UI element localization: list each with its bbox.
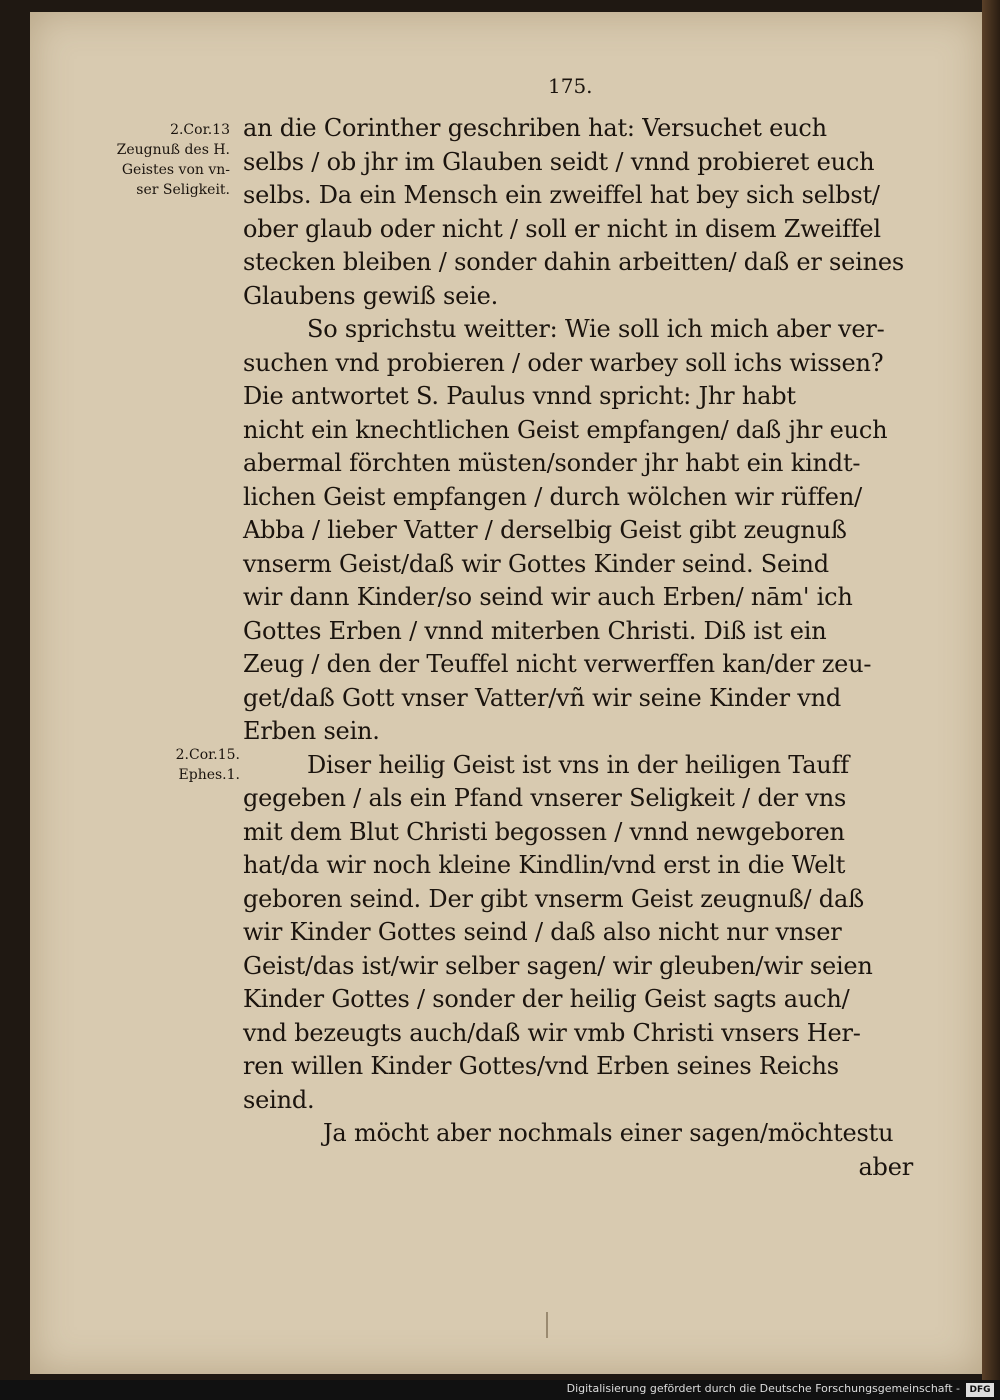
text-line: wir Kinder Gottes seind / daß also nicht nur vnser (243, 918, 842, 946)
footer-credit: Digitalisierung gefördert durch die Deutsche Forschungsgemeinschaft - (566, 1382, 960, 1395)
marginal-note-2 (80, 745, 240, 785)
text-line: vnserm Geist/daß wir Gottes Kinder seind. Seind (243, 549, 829, 578)
marginal-note-line: Zeugnuß des H. (116, 142, 230, 158)
body-text (243, 112, 943, 1184)
text-line: mit dem Blut Christi begossen / vnnd newgeboren (243, 817, 845, 846)
text-line: Kinder Gottes / sonder der heilig Geist sagts auch/ (243, 985, 850, 1013)
text-line: Geist/das ist/wir selber sagen/ wir gleuben/wir seien (243, 951, 873, 980)
marginal-note-line: 2.Cor.13 (170, 122, 230, 138)
text-line: Gottes Erben / vnnd miterben Christi. Diß ist ein (243, 616, 827, 645)
text-line: geboren seind. Der gibt vnserm Geist zeugnuß/ daß (243, 884, 864, 913)
text-line: stecken bleiben / sonder dahin arbeitten/ daß er seines (243, 248, 905, 276)
text-line: suchen vnd probieren / oder warbey soll ichs wissen? (243, 348, 884, 377)
text-line: wir dann Kinder/so seind wir auch Erben/ nām' ich (243, 583, 853, 611)
text-line: an die Corinther geschriben hat: Versuchet euch (243, 114, 827, 142)
text-line: seind. (243, 1085, 315, 1114)
marginal-note-line: Ephes.1. (178, 767, 240, 783)
text-line: lichen Geist empfangen / durch wölchen wir rüffen/ (243, 482, 862, 511)
text-line: selbs / ob jhr im Glauben seidt / vnnd probieret euch (243, 147, 875, 176)
page-number: 175. (548, 74, 593, 98)
text-line: ober glaub oder nicht / soll er nicht in disem Zweiffel (243, 214, 881, 243)
text-line: Zeug / den der Teuffel nicht verwerffen kan/der zeu- (243, 650, 872, 678)
text-line: Diser heilig Geist ist vns in der heiligen Tauff (307, 750, 849, 779)
marginal-note-line: Geistes von vn- (121, 162, 230, 178)
paper-mark (546, 1312, 548, 1338)
text-line: get/daß Gott vnser Vatter/vñ wir seine Kinder vnd (243, 683, 842, 712)
text-line: Erben sein. (243, 717, 380, 745)
footer-bar (0, 1380, 1000, 1400)
text-line: Die antwortet S. Paulus vnnd spricht: Jhr habt (243, 382, 796, 410)
page-edge (982, 0, 1000, 1380)
text-line: Glaubens gewiß seie. (243, 281, 499, 310)
text-line: nicht ein knechtlichen Geist empfangen/ daß jhr euch (243, 415, 888, 444)
dfg-logo: DFG (966, 1383, 994, 1397)
marginal-note-1 (80, 120, 230, 200)
marginal-note-line: ser Seligkeit. (136, 182, 230, 198)
text-line: ren willen Kinder Gottes/vnd Erben seines Reichs (243, 1052, 839, 1080)
text-line: Abba / lieber Vatter / derselbig Geist gibt zeugnuß (243, 516, 847, 544)
catchword: aber (858, 1152, 913, 1181)
text-line: selbs. Da ein Mensch ein zweiffel hat bey sich selbst/ (243, 181, 880, 209)
text-line: gegeben / als ein Pfand vnserer Seligkeit / der vns (243, 784, 847, 812)
text-line: vnd bezeugts auch/daß wir vmb Christi vnsers Her- (243, 1018, 861, 1047)
text-line: abermal förchten müsten/sonder jhr habt ein kindt- (243, 449, 861, 477)
text-line: hat/da wir noch kleine Kindlin/vnd erst in die Welt (243, 851, 846, 879)
text-line: Ja möcht aber nochmals einer sagen/möchtestu (323, 1119, 894, 1147)
text-line: So sprichstu weitter: Wie soll ich mich aber ver- (307, 315, 885, 343)
marginal-note-line: 2.Cor.15. (175, 747, 240, 763)
